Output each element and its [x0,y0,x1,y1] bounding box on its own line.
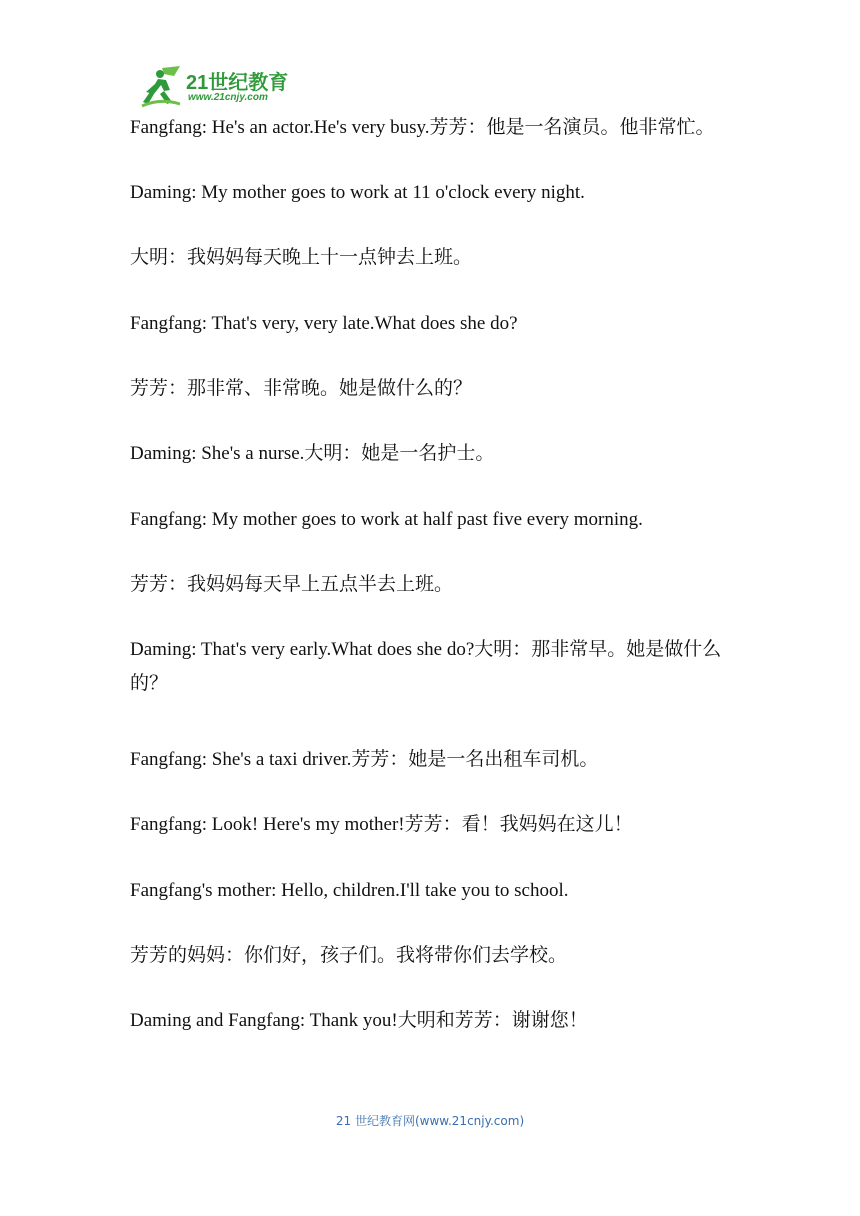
dialogue-line: Fangfang: My mother goes to work at half past five every morning. [130,509,643,530]
brand-logo [140,64,310,110]
dialogue-line: Daming and Fangfang: Thank you!大明和芳芳：谢谢您！ [130,1010,588,1031]
dialogue-line: Fangfang: That's very, very late.What does she do? [130,313,518,334]
dialogue-line: 大明：我妈妈每天晚上十一点钟去上班。 [130,247,473,268]
dialogue-line: 芳芳：那非常、非常晚。她是做什么的？ [130,378,473,399]
dialogue-line: Daming: That's very early.What does she do?大明：那非常早。她是做什么的？ [130,639,722,694]
dialogue-line: 芳芳：我妈妈每天早上五点半去上班。 [130,574,454,595]
logo-url: www.21cnjy.com [188,92,268,103]
dialogue-line: 芳芳的妈妈：你们好，孩子们。我将带你们去学校。 [130,945,568,966]
dialogue-line: Fangfang's mother: Hello, children.I'll take you to school. [130,880,569,901]
dialogue-line: Fangfang: Look! Here's my mother!芳芳：看！我妈妈在这儿！ [130,814,633,835]
dialogue-line: Daming: She's a nurse.大明：她是一名护士。 [130,443,495,464]
logo-text: 21世纪教育 [186,72,289,94]
dialogue-line: Daming: My mother goes to work at 11 o'clock every night. [130,182,585,203]
page-footer: 21 世纪教育网(www.21cnjy.com) [335,1114,525,1128]
dialogue-line: Fangfang: He's an actor.He's very busy.芳芳：他是一名演员。他非常忙。 [130,117,715,138]
running-figure-icon [140,64,186,110]
dialogue-line: Fangfang: She's a taxi driver.芳芳：她是一名出租车司机。 [130,749,599,770]
